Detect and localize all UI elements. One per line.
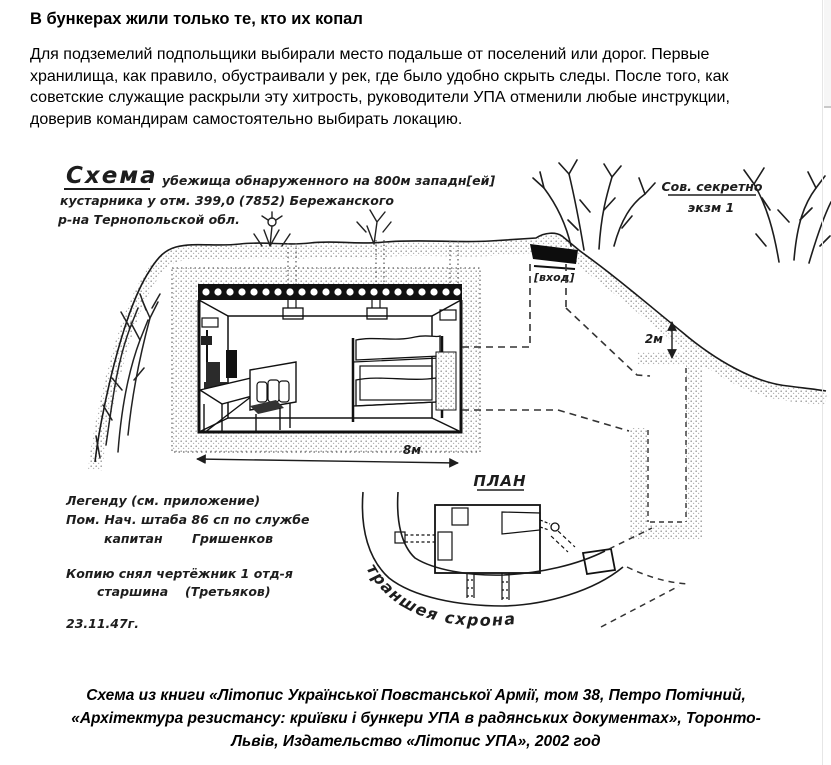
- legend-name-2: (Третьяков): [185, 584, 271, 599]
- article-heading: В бункерах жили только те, кто их копал: [30, 10, 363, 28]
- trench-section: [630, 352, 703, 540]
- trench-label: траншея схрона: [362, 560, 518, 630]
- doorway: [436, 352, 456, 410]
- jug: [279, 381, 289, 402]
- svg-text:2м: 2м: [644, 332, 663, 346]
- legend-line-2: Пом. Нач. штаба 86 сп по службе: [66, 512, 310, 527]
- caption-line: Схема из книги «Літопис Української Повстанської Армії, том 38, Петро Потічний,: [86, 687, 746, 704]
- entrance-label: [вход]: [534, 271, 575, 284]
- legend-date: 23.11.47г.: [66, 616, 139, 631]
- article-paragraph: Для подземелий подпольщики выбирали место подальше от поселений или дорог. Первые хранилища, как правило, обустраивали у рек, где было удобно скрыть следы. После того, как советские служащие раскрыли эту хитрость, руководители УПА отменили любые инструкции, доверив командирам самостоятельно выбирать локацию.: [30, 46, 730, 128]
- secrecy-stamp: [661, 179, 762, 215]
- legend-rank-1: капитан: [104, 531, 163, 546]
- bush-top-1: [254, 212, 290, 246]
- jug: [268, 380, 279, 402]
- legend-line-3: Копию снял чертёжник 1 отд-я: [66, 566, 293, 581]
- secrecy-line-1: Сов. секретно: [661, 179, 763, 194]
- plan-outbuilding: [583, 549, 615, 574]
- schematic-desc-3: р-на Тернопольской обл.: [58, 212, 240, 227]
- legend-rank-2: старшина: [97, 584, 169, 599]
- entrance-hatch: [530, 244, 578, 284]
- bush-top-2: [357, 210, 391, 244]
- jug: [257, 382, 267, 402]
- legend-line-1: Легенду (см. приложение): [66, 493, 261, 508]
- schematic-desc-2: кустарника у отм. 399,0 (7852) Бережанского: [60, 193, 394, 208]
- svg-text:8м: 8м: [402, 443, 422, 457]
- scrollbar-thumb[interactable]: [824, 0, 831, 108]
- schematic-title-block: [57, 163, 495, 227]
- schematic-desc-1: убежища обнаруженного на 800м западн[ей]: [162, 173, 496, 188]
- chair: [206, 362, 220, 382]
- log-ceiling: [198, 284, 462, 300]
- schematic-title: Схема: [66, 163, 158, 189]
- plan-shafts: [467, 573, 509, 600]
- bunker-interior-bg: [198, 284, 462, 432]
- page-edge-divider: [822, 0, 823, 765]
- caption-line: Львів, Издательство «Літопис УПА», 2002 год: [231, 733, 601, 750]
- image-caption: [35, 684, 797, 753]
- legend-block: [65, 493, 310, 631]
- bunker-schematic-image: [0, 150, 831, 670]
- caption-line: «Архітектура резистансу: криївки і бункери УПА в радянських документах», Торонто-: [71, 710, 761, 727]
- typewriter: [226, 350, 237, 378]
- secrecy-line-2: экзм 1: [687, 200, 735, 215]
- plan-title: ПЛАН: [473, 472, 527, 490]
- legend-name-1: Гришенков: [192, 531, 274, 546]
